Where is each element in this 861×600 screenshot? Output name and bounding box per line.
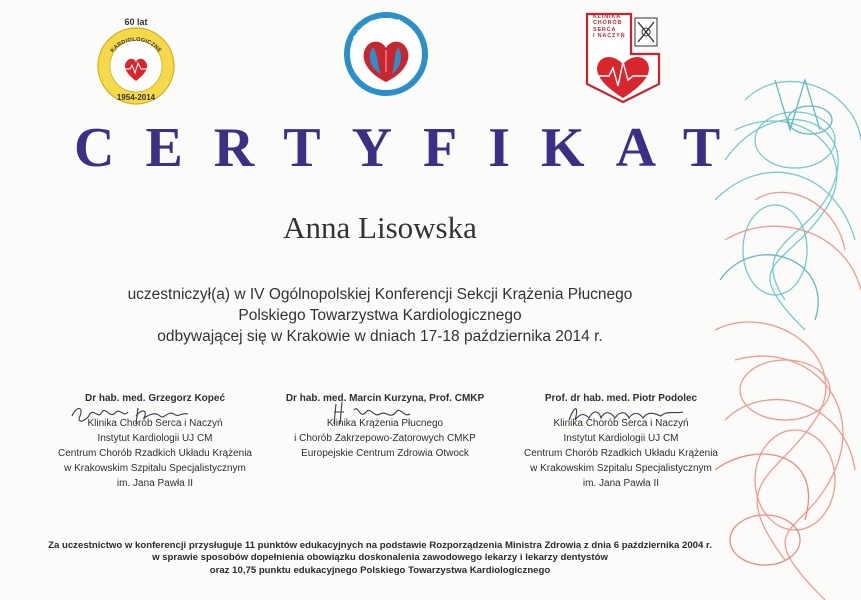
signatory-name: Dr hab. med. Marcin Kurzyna, Prof. CMKP [285, 393, 485, 404]
handwritten-signature-icon [565, 400, 695, 428]
decorative-artwork [715, 0, 861, 600]
section-ring-label: Sekcja Krążenia Płucnego [352, 16, 420, 41]
signatory-affiliation: Instytut Kardiologii UJ CM [563, 433, 679, 444]
anniversary-years: 1954-2014 [116, 93, 156, 102]
signatory-name: Dr hab. med. Grzegorz Kopeć [84, 393, 226, 404]
clinic-logo-line: KLINIKA [593, 14, 621, 20]
footer-line: w sprawie sposobów dopełnienia obowiązku doskonalenia zawodowego lekarzy i lekarzy dentystów [152, 552, 608, 564]
handwritten-signature-icon [68, 400, 198, 430]
signatory-affiliation: w Krakowskim Szpitalu Specjalistycznym [64, 463, 246, 474]
anniversary-label: 60 lat [124, 17, 148, 27]
clinic-logo-line: I NACZYŃ [593, 33, 626, 40]
signatory-affiliation: Centrum Chorób Rzadkich Układu Krążenia [524, 448, 718, 459]
footer-line: Za uczestnictwo w konferencji przysługuje 11 punktów edukacyjnych na podstawie Rozporządzenia Ministra Zdrowia z dnia 6 października 2004 r. [48, 540, 712, 551]
ring-label-top: KARDIOLOGICZNE [109, 36, 163, 54]
footer-note [20, 540, 740, 577]
recipient-name: Anna Lisowska [283, 210, 477, 245]
signatory-affiliation: im. Jana Pawła II [116, 478, 194, 489]
heart-lungs-icon [337, 12, 435, 96]
signatory-affiliation: w Krakowskim Szpitalu Specjalistycznym [530, 463, 712, 474]
pulmonary-circulation-section-logo [337, 12, 435, 96]
signatory-affiliation: Instytut Kardiologii UJ CM [97, 433, 213, 444]
signatory-affiliation: Klinika Chorób Serca i Naczyń [553, 418, 689, 429]
footer-line: oraz 10,75 punktu edukacyjnego Polskiego Towarzystwa Kardiologicznego [209, 564, 551, 576]
signatory-affiliation: Klinika Krążenia Płucnego [326, 418, 444, 429]
clinic-logo [583, 10, 663, 106]
body-line: uczestniczył(a) w IV Ogólnopolskiej Konferencji Sekcji Krążenia Płucnego [127, 286, 633, 303]
clinic-logo-text [593, 14, 633, 40]
signatory-affiliation: Centrum Chorób Rzadkich Układu Krążenia [58, 448, 252, 459]
signatory-affiliation: Europejskie Centrum Zdrowia Otwock [301, 448, 469, 459]
clinic-logo-line: CHORÓB [593, 20, 623, 27]
handwritten-signature-icon [330, 398, 440, 428]
signatory-affiliation: Klinika Chorób Serca i Naczyń [87, 418, 223, 429]
body-line: Polskiego Towarzystwa Kardiologicznego [238, 307, 522, 324]
signatory-affiliation: im. Jana Pawła II [582, 478, 660, 489]
ptk-anniversary-logo [93, 11, 179, 107]
certificate-body [100, 284, 660, 347]
clinic-logo-line: SERCA [593, 26, 617, 33]
body-line: odbywającej się w Krakowie w dniach 17-18 października 2014 r. [157, 328, 603, 345]
signatory-name: Prof. dr hab. med. Piotr Podolec [544, 393, 698, 404]
certificate-title: CERTYFIKAT [74, 117, 752, 179]
signatory-affiliation: i Chorób Zakrzepowo-Zatorowych CMKP [294, 433, 476, 444]
